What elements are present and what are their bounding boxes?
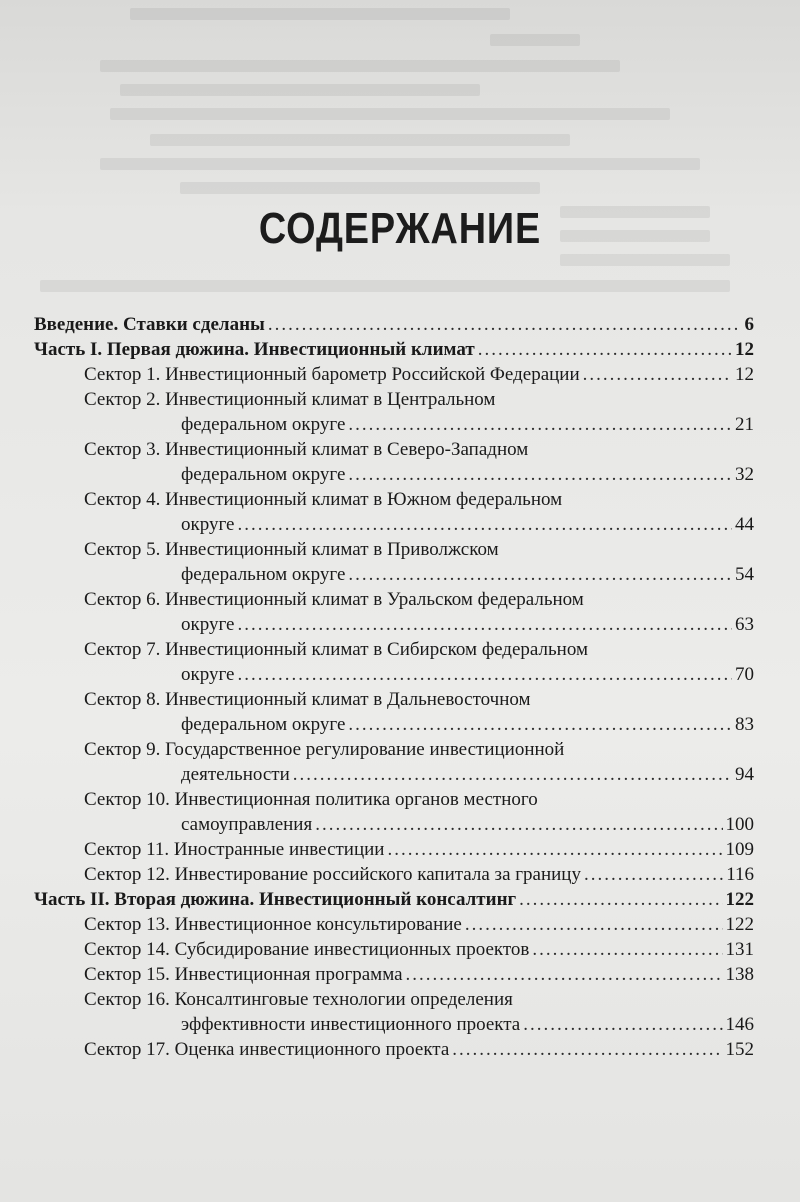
toc-line-with-page — [34, 312, 754, 337]
toc-entry-title: Сектор 6. Инвестиционный климат в Уральском федеральном — [84, 589, 584, 610]
dot-leader — [348, 412, 732, 437]
toc-entry-title: Сектор 12. Инвестирование российского капитала за границу — [84, 864, 581, 885]
dot-leader — [523, 1012, 722, 1037]
toc-sector-entry — [34, 862, 754, 887]
dot-leader — [268, 312, 737, 337]
toc-entry-title: Сектор 13. Инвестиционное консультирование — [84, 914, 462, 935]
bleed-through-text — [0, 0, 800, 320]
toc-line-with-page — [84, 362, 754, 387]
toc-line-with-page — [84, 612, 754, 637]
toc-line-with-page — [84, 837, 754, 862]
toc-sector-entry — [34, 437, 754, 487]
toc-line-with-page — [84, 1012, 754, 1037]
toc-line-with-page — [84, 937, 754, 962]
toc-entry-title: Сектор 11. Иностранные инвестиции — [84, 839, 385, 860]
toc-page-number: 6 — [744, 314, 754, 335]
dot-leader — [315, 812, 722, 837]
toc-entry-title: Сектор 3. Инвестиционный климат в Северо-Западном — [84, 439, 529, 460]
toc-entry-title: округе — [181, 664, 235, 685]
toc-page-number: 122 — [725, 889, 754, 910]
toc-entry-title: федеральном округе — [181, 564, 346, 585]
toc-page-number: 94 — [735, 764, 754, 785]
toc-line-with-page — [84, 662, 754, 687]
toc-sector-entry — [34, 912, 754, 937]
toc-line — [84, 787, 754, 812]
dot-leader — [406, 962, 723, 987]
toc-line-with-page — [84, 512, 754, 537]
toc-line-with-page — [84, 762, 754, 787]
dot-leader — [348, 712, 732, 737]
toc-line — [84, 487, 754, 512]
dot-leader — [348, 562, 732, 587]
toc-entry-title: Сектор 9. Государственное регулирование инвестиционной — [84, 739, 565, 760]
toc-sector-entry — [34, 787, 754, 837]
toc-sector-entry — [34, 837, 754, 862]
toc-sector-entry — [34, 387, 754, 437]
dot-leader — [293, 762, 732, 787]
toc-entry-title: Сектор 14. Субсидирование инвестиционных проектов — [84, 939, 530, 960]
toc-line — [84, 537, 754, 562]
page-title: СОДЕРЖАНИЕ — [258, 204, 542, 253]
toc-page-number: 116 — [726, 864, 754, 885]
dot-leader — [237, 612, 732, 637]
toc-entry-title: Часть II. Вторая дюжина. Инвестиционный консалтинг — [34, 889, 517, 910]
toc-page-number: 12 — [735, 364, 754, 385]
toc-line-with-page — [84, 562, 754, 587]
toc-sector-entry — [34, 962, 754, 987]
toc-line-with-page — [84, 862, 754, 887]
toc-page-number: 138 — [725, 964, 754, 985]
toc-line-with-page — [84, 712, 754, 737]
toc-sector-entry — [34, 737, 754, 787]
dot-leader — [452, 1037, 722, 1062]
dot-leader — [237, 662, 732, 687]
toc-line-with-page — [84, 962, 754, 987]
toc-entry-title: Сектор 7. Инвестиционный климат в Сибирском федеральном — [84, 639, 588, 660]
toc-entry-title: Часть I. Первая дюжина. Инвестиционный климат — [34, 339, 475, 360]
toc-page-number: 83 — [735, 714, 754, 735]
toc-entry-title: Сектор 8. Инвестиционный климат в Дальневосточном — [84, 689, 531, 710]
toc-sector-entry — [34, 637, 754, 687]
toc-page-number: 122 — [725, 914, 754, 935]
toc-page-number: 152 — [725, 1039, 754, 1060]
toc-entry-title: Сектор 10. Инвестиционная политика органов местного — [84, 789, 538, 810]
toc-page-number: 109 — [725, 839, 754, 860]
toc-part-entry — [34, 312, 754, 337]
toc-line — [84, 737, 754, 762]
table-of-contents — [34, 312, 754, 1062]
toc-entry-title: федеральном округе — [181, 414, 346, 435]
toc-sector-entry — [34, 537, 754, 587]
toc-entry-title: самоуправления — [181, 814, 313, 835]
toc-sector-entry — [34, 587, 754, 637]
toc-page-number: 12 — [735, 339, 754, 360]
toc-line — [84, 987, 754, 1012]
toc-sector-entry — [34, 937, 754, 962]
toc-line — [84, 387, 754, 412]
dot-leader — [583, 362, 732, 387]
dot-leader — [584, 862, 723, 887]
dot-leader — [387, 837, 722, 862]
toc-part-entry — [34, 337, 754, 362]
toc-page-number: 21 — [735, 414, 754, 435]
dot-leader — [348, 462, 732, 487]
toc-line — [84, 687, 754, 712]
toc-line — [84, 587, 754, 612]
toc-sector-entry — [34, 987, 754, 1037]
toc-sector-entry — [34, 487, 754, 537]
toc-sector-entry — [34, 362, 754, 387]
toc-entry-title: федеральном округе — [181, 464, 346, 485]
toc-page-number: 54 — [735, 564, 754, 585]
toc-line-with-page — [84, 412, 754, 437]
toc-entry-title: округе — [181, 614, 235, 635]
toc-entry-title: Сектор 15. Инвестиционная программа — [84, 964, 403, 985]
toc-entry-title: Сектор 2. Инвестиционный климат в Центральном — [84, 389, 496, 410]
toc-page-number: 44 — [735, 514, 754, 535]
toc-entry-title: Сектор 4. Инвестиционный климат в Южном федеральном — [84, 489, 563, 510]
toc-page-number: 63 — [735, 614, 754, 635]
dot-leader — [478, 337, 732, 362]
toc-entry-title: деятельности — [181, 764, 290, 785]
toc-entry-title: федеральном округе — [181, 714, 346, 735]
dot-leader — [532, 937, 722, 962]
toc-entry-title: Сектор 1. Инвестиционный барометр Российской Федерации — [84, 364, 580, 385]
dot-leader — [237, 512, 732, 537]
toc-entry-title: Сектор 17. Оценка инвестиционного проекта — [84, 1039, 450, 1060]
toc-sector-entry — [34, 1037, 754, 1062]
toc-line-with-page — [84, 1037, 754, 1062]
toc-page-number: 100 — [725, 814, 754, 835]
toc-line-with-page — [84, 812, 754, 837]
toc-page-number: 70 — [735, 664, 754, 685]
toc-entry-title: Сектор 16. Консалтинговые технологии определения — [84, 989, 513, 1010]
toc-line-with-page — [84, 912, 754, 937]
toc-sector-entry — [34, 687, 754, 737]
toc-line-with-page — [34, 337, 754, 362]
toc-line-with-page — [34, 887, 754, 912]
toc-entry-title: Сектор 5. Инвестиционный климат в Приволжском — [84, 539, 499, 560]
toc-line — [84, 437, 754, 462]
toc-page-number: 32 — [735, 464, 754, 485]
toc-line — [84, 637, 754, 662]
toc-part-entry — [34, 887, 754, 912]
toc-page-number: 131 — [725, 939, 754, 960]
toc-entry-title: округе — [181, 514, 235, 535]
dot-leader — [465, 912, 723, 937]
dot-leader — [519, 887, 722, 912]
toc-entry-title: Введение. Ставки сделаны — [34, 314, 265, 335]
toc-line-with-page — [84, 462, 754, 487]
toc-page-number: 146 — [725, 1014, 754, 1035]
toc-entry-title: эффективности инвестиционного проекта — [181, 1014, 521, 1035]
